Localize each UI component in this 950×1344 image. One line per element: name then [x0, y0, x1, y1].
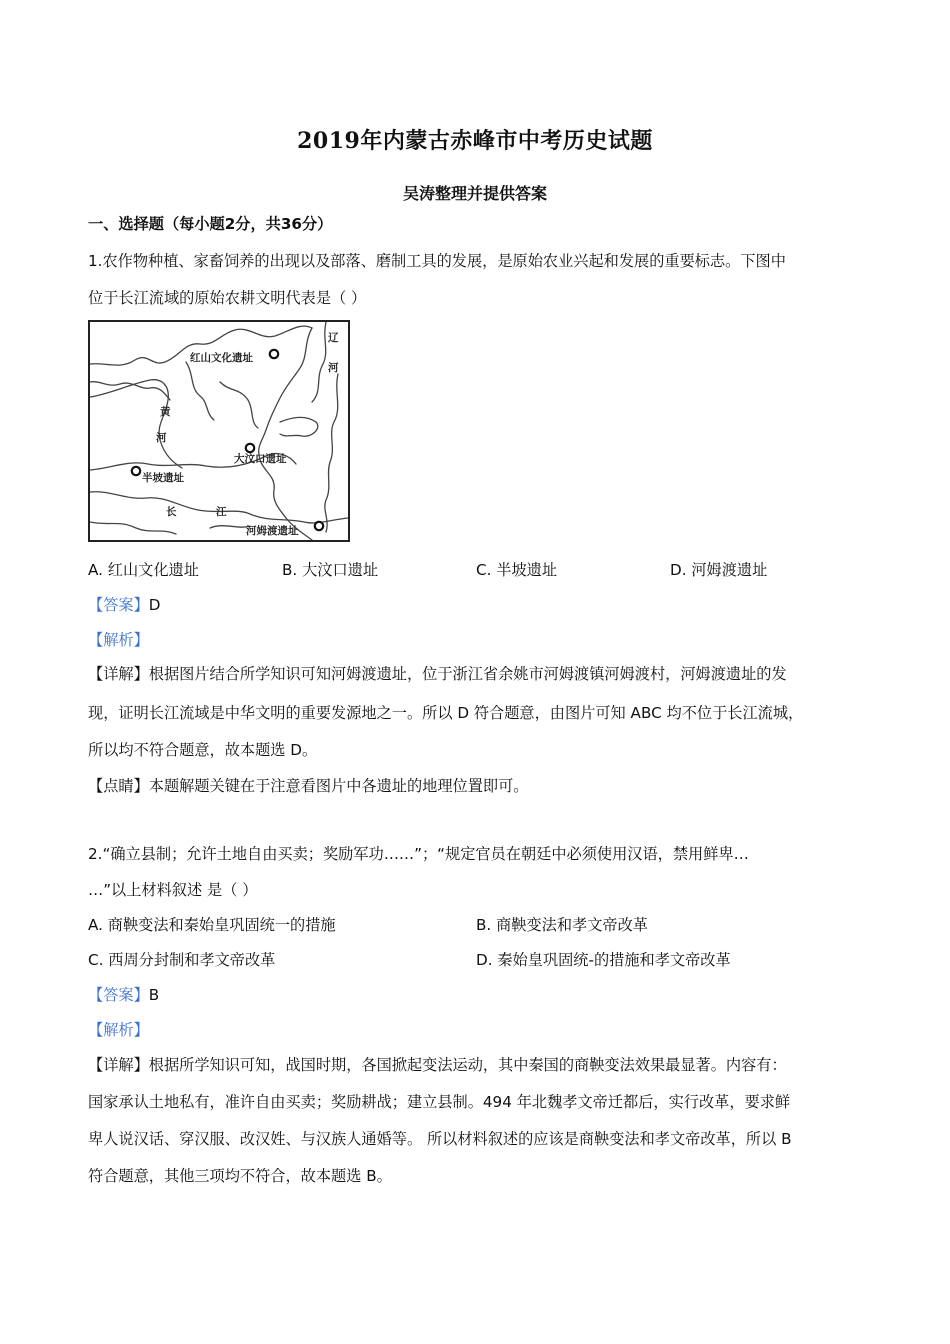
- q2-option-d: D. 秦始皇巩固统-的措施和孝文帝改革: [476, 951, 731, 969]
- q2-detail-tag: 【详解】: [88, 1056, 149, 1074]
- q2-option-a: A. 商鞅变法和秦始皇巩固统一的措施: [88, 916, 336, 934]
- q2-detail-line1: 【详解】根据所学知识可知，战国时期，各国掀起变法运动，其中秦国的商鞅变法效果最显著。内容有：: [88, 1056, 787, 1074]
- page-title: 2019年内蒙古赤峰市中考历史试题: [297, 128, 653, 154]
- map-label-dawenkou: 大汶口遗址: [234, 453, 287, 465]
- q2-detail-line4: 符合题意，其他三项均不符合，故本题选 B。: [88, 1167, 392, 1185]
- banpo-marker: [132, 467, 140, 475]
- q2-answer-value: B: [148, 986, 160, 1004]
- q1-detail-line2: 现，证明长江流域是中华文明的重要发源地之一。所以 D 符合题意，由图片可知 ABC 均不位于长江流城，: [88, 704, 804, 722]
- q1-option-a: A. 红山文化遗址: [88, 561, 199, 579]
- q1-answer-line: [88, 595, 160, 615]
- q2-stem-line1: 2.“确立县制；允许土地自由买卖；奖励军功……”；“规定官员在朝廷中必须使用汉语，禁用鲜卑…: [88, 845, 749, 863]
- q1-analysis-tag: 【解析】: [88, 631, 149, 649]
- dawenkou-marker: [246, 444, 254, 452]
- q2-detail-line2: 国家承认土地私有，准许自由买卖；奖励耕战；建立县制。494 年北魏孝文帝迁都后，实行改革，要求鲜: [88, 1093, 791, 1111]
- q2-detail-line3: 卑人说汉话、穿汉服、改汉姓、与汉族人通婚等。 所以材料叙述的应该是商鞅变法和孝文帝改革，所以 B: [88, 1130, 792, 1148]
- map-label-huang-2: 河: [156, 432, 167, 444]
- map-label-jiang: 江: [216, 506, 227, 518]
- map-label-liao-1: 辽: [328, 332, 339, 344]
- q1-option-b: B. 大汶口遗址: [282, 561, 379, 579]
- q1-comment-tag: 【点睛】: [88, 777, 149, 795]
- q2-answer-line: [88, 985, 159, 1005]
- map-label-hemudu: 河姆渡遗址: [246, 525, 299, 537]
- q1-option-d: D. 河姆渡遗址: [670, 561, 768, 579]
- map-label-banpo: 半坡遗址: [142, 472, 184, 484]
- q1-answer-value: D: [148, 596, 161, 614]
- map-label-hongshan: 红山文化遗址: [190, 352, 253, 364]
- q1-stem-line1: 1.农作物种植、家畜饲养的出现以及部落、磨制工具的发展，是原始农业兴起和发展的重要标志。下图中: [88, 252, 786, 270]
- page-subtitle: 吴涛整理并提供答案: [402, 184, 547, 203]
- q1-option-c: C. 半坡遗址: [476, 561, 558, 579]
- hongshan-marker: [270, 350, 278, 358]
- map-label-chang: 长: [166, 506, 177, 518]
- q2-option-c: C. 西周分封制和孝文帝改革: [88, 951, 276, 969]
- q1-comment-line: 【点睛】本题解题关键在于注意看图片中各遗址的地理位置即可。: [88, 777, 529, 795]
- q2-option-b: B. 商鞅变法和孝文帝改革: [476, 916, 648, 934]
- q2-analysis-tag: 【解析】: [88, 1021, 149, 1039]
- q2-answer-tag: 【答案】: [88, 986, 149, 1004]
- q1-detail-tag: 【详解】: [88, 665, 149, 683]
- q1-detail-line1: 【详解】根据图片结合所学知识可知河姆渡遗址，位于浙江省余姚市河姆渡镇河姆渡村，河姆渡遗址的发: [88, 665, 787, 683]
- map-label-huang-1: 黄: [160, 406, 171, 418]
- q1-map-figure: [88, 320, 350, 542]
- q1-stem-line2: 位于长江流域的原始农耕文明代表是（ ）: [88, 289, 367, 307]
- map-label-liao-2: 河: [328, 362, 339, 374]
- q2-stem-line2: …”以上材料叙述 是（ ）: [88, 881, 258, 899]
- hemudu-marker: [315, 522, 323, 530]
- q1-answer-tag: 【答案】: [88, 596, 149, 614]
- section-heading: 一、选择题（每小题2分，共36分）: [88, 215, 333, 233]
- q1-detail-line3: 所以均不符合题意，故本题选 D。: [88, 741, 318, 759]
